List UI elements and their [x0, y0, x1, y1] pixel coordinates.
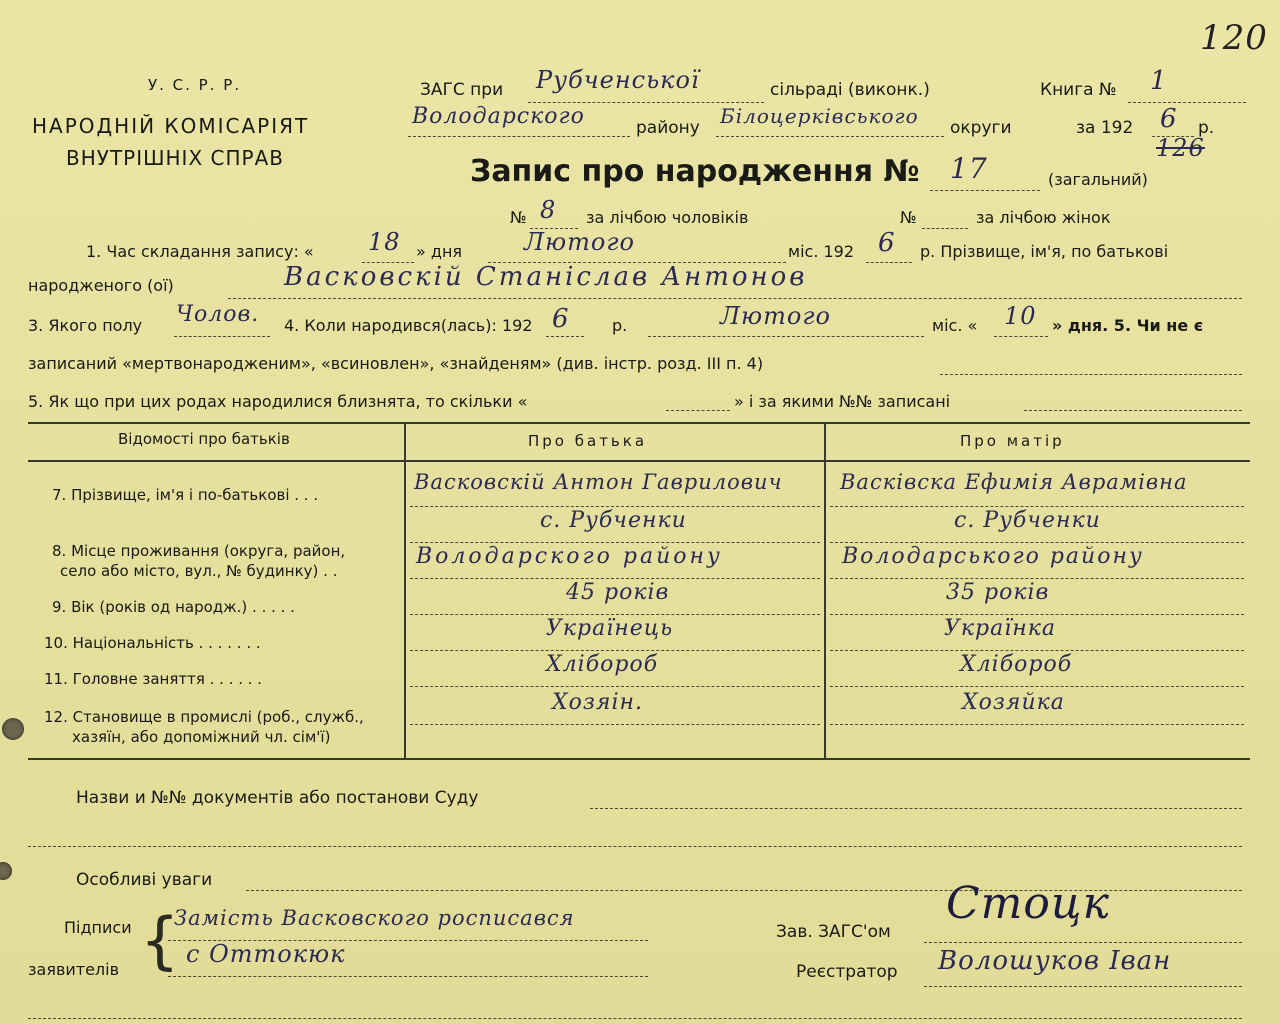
village-line: [528, 102, 764, 103]
registrar-signature: Волошуков Іван: [938, 946, 1172, 976]
bottom-line: [28, 1018, 1242, 1019]
father-line-2: [410, 542, 820, 543]
f4-label: 4. Коли народився(лась): 192: [284, 316, 533, 335]
table-divider-2: [824, 422, 826, 760]
okrug-label: округи: [950, 118, 1012, 138]
f5-text: записаний «мертвонародженим», «всиновлен», «знайденям» (див. інстр. розд. III п. 4): [28, 354, 764, 373]
punch-hole-top: [2, 718, 24, 740]
applicant-signature-1: Замість Васковского росписався: [174, 906, 575, 930]
f4-year-line: [546, 336, 584, 337]
mother-nationality: Українка: [944, 616, 1057, 641]
mother-occupation: Хлібороб: [960, 652, 1073, 677]
district-line: [408, 136, 630, 137]
men-prefix: №: [510, 208, 527, 227]
f1-year-label: міс. 192: [788, 242, 855, 261]
row-label-status-1: 12. Становище в промислі (роб., служб.,: [44, 708, 364, 726]
father-line-7: [410, 724, 820, 725]
mother-age: 35 років: [946, 580, 1050, 605]
col-header-father: Про батька: [528, 432, 648, 450]
documents-label: Назви и №№ документів або постанови Суду: [76, 788, 479, 808]
f4-mis: міс. «: [932, 316, 978, 335]
f4-month-line: [648, 336, 924, 337]
mother-line-1: [830, 506, 1244, 507]
crossed-number: 126: [1156, 134, 1205, 162]
mother-line-5: [830, 650, 1244, 651]
f4-year-digit: 6: [552, 304, 570, 334]
registrar-label: Реєстратор: [796, 962, 898, 982]
men-label: за лічбою чоловіків: [586, 208, 749, 227]
district-value: Володарского: [412, 104, 585, 129]
notes-label: Особливі уваги: [76, 870, 213, 890]
f1-tail: р. Прізвище, ім'я, по батькові: [920, 242, 1169, 261]
row-label-occupation: 11. Головне заняття . . . . . .: [44, 670, 263, 688]
record-number: 17: [950, 152, 988, 185]
row-label-age: 9. Вік (років од народж.) . . . . .: [52, 598, 295, 616]
f1-day-close: » дня: [416, 242, 463, 261]
father-district: Володарского району: [416, 544, 723, 569]
general-label: (загальний): [1048, 170, 1148, 189]
father-line-6: [410, 686, 820, 687]
f6-text-b: » і за якими №№ записані: [734, 392, 951, 411]
mother-district: Володарського району: [842, 544, 1144, 569]
f2-name: Васковскій Станіслав Антонов: [284, 262, 808, 292]
mother-line-3: [830, 578, 1244, 579]
okrug-value: Білоцерківського: [720, 104, 919, 128]
punch-hole-bottom: [0, 862, 12, 880]
f1-year-line: [866, 262, 912, 263]
zags-head-label: Зав. ЗАГС'ом: [776, 922, 891, 942]
father-status: Хозяін.: [552, 690, 643, 715]
row-label-residence-2: село або місто, вул., № будинку) . .: [60, 562, 338, 580]
col-header-mother: Про матір: [960, 432, 1065, 450]
year-digit: 6: [1160, 104, 1178, 134]
f3-label: 3. Якого полу: [28, 316, 143, 335]
f1-month: Лютого: [524, 228, 635, 256]
mother-line-6: [830, 686, 1244, 687]
f3-line: [174, 336, 270, 337]
row-label-name: 7. Прізвище, ім'я і по-батькові . . .: [52, 486, 319, 504]
col-header-info: Відомості про батьків: [118, 430, 290, 448]
documents-line-1: [590, 808, 1242, 809]
registrar-line: [924, 986, 1242, 987]
year-label: за 192: [1076, 118, 1134, 138]
mother-line-7: [830, 724, 1244, 725]
table-top-border: [28, 422, 1250, 424]
f6-count-line: [666, 410, 730, 411]
book-number: 1: [1150, 66, 1168, 96]
year-suffix: р.: [1198, 118, 1215, 138]
commissariat-line2: ВНУТРІШНІХ СПРАВ: [66, 146, 284, 170]
father-nationality: Українець: [546, 616, 674, 641]
silradi-label: сільраді (виконк.): [770, 80, 930, 100]
book-label: Книга №: [1040, 80, 1117, 100]
mother-line-4: [830, 614, 1244, 615]
book-line: [1128, 102, 1246, 103]
f1-day: 18: [368, 228, 401, 256]
applicant-signature-2: с Оттокюк: [186, 940, 346, 968]
usrr-label: У. С. Р. Р.: [148, 76, 242, 94]
f2-line: [228, 298, 1242, 299]
okrug-line: [716, 136, 944, 137]
record-title: Запис про народження №: [470, 154, 920, 189]
f4-r: р.: [612, 316, 628, 335]
mother-status: Хозяйка: [962, 690, 1065, 715]
mother-name: Васківска Ефимія Аврамівна: [840, 470, 1188, 494]
women-number-line: [922, 228, 968, 229]
men-number: 8: [540, 196, 557, 224]
father-line-3: [410, 578, 820, 579]
zags-head-signature: Стоцк: [946, 878, 1110, 929]
commissariat-line1: НАРОДНІЙ КОМІСАРІЯТ: [32, 114, 310, 138]
mother-line-2: [830, 542, 1244, 543]
father-age: 45 років: [566, 580, 670, 605]
row-label-status-2: хазяїн, або допоміжний чл. сім'ї): [72, 728, 331, 746]
table-header-border: [28, 460, 1250, 462]
father-village: с. Рубченки: [540, 508, 687, 533]
f6-line: [1024, 410, 1242, 411]
applicants-label-2: заявителів: [28, 960, 120, 979]
f4-day-line: [994, 336, 1048, 337]
f4-month: Лютого: [720, 302, 831, 330]
father-line-5: [410, 650, 820, 651]
documents-line-2: [28, 846, 1242, 847]
village-value: Рубченської: [536, 66, 700, 94]
f4-day: 10: [1004, 302, 1037, 330]
applicant-line-2: [168, 976, 648, 977]
applicants-brace: {: [140, 904, 180, 977]
row-label-nationality: 10. Національність . . . . . . .: [44, 634, 261, 652]
f4-tail: » дня. 5. Чи не є: [1052, 316, 1204, 335]
district-label: району: [636, 118, 700, 138]
f2-label: народженого (ої): [28, 276, 174, 295]
father-name: Васковскій Антон Гаврилович: [414, 470, 783, 494]
table-divider-1: [404, 422, 406, 760]
corner-number: 120: [1200, 18, 1268, 58]
father-line-1: [410, 506, 820, 507]
applicants-label-1: Підписи: [64, 918, 132, 937]
row-label-residence-1: 8. Місце проживання (округа, район,: [52, 542, 346, 560]
record-number-line: [930, 190, 1040, 191]
f3-value: Чолов.: [176, 302, 260, 327]
f6-text-a: 5. Як що при цих родах народилися близнята, то скільки «: [28, 392, 528, 411]
women-prefix: №: [900, 208, 917, 227]
f5-line: [940, 374, 1242, 375]
women-label: за лічбою жінок: [976, 208, 1111, 227]
mother-village: с. Рубченки: [954, 508, 1101, 533]
f1-label: 1. Час складання запису: «: [86, 242, 314, 261]
zags-head-line: [924, 942, 1242, 943]
f1-year-digit: 6: [878, 228, 896, 258]
father-line-4: [410, 614, 820, 615]
table-bottom-border: [28, 758, 1250, 760]
zags-label: ЗАГС при: [420, 80, 504, 100]
father-occupation: Хлібороб: [546, 652, 659, 677]
